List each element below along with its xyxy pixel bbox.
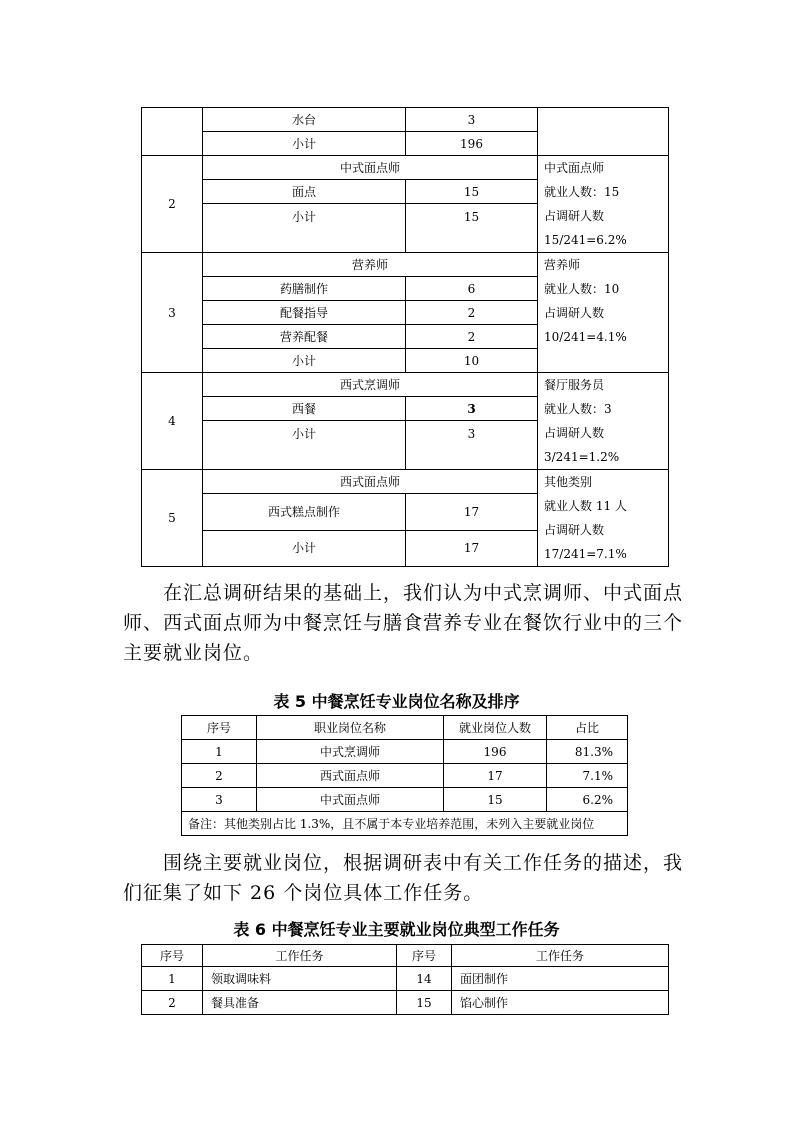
header-cell: 工作任务 (203, 945, 397, 967)
subtotal-count: 15 (406, 204, 538, 253)
note-line: 3/241=1.2% (544, 450, 620, 464)
table-note: 备注：其他类别占比 1.3%，且不属于本专业培养范围，未列入主要就业岗位 (182, 812, 628, 836)
note-line: 就业人数：15 (544, 185, 620, 199)
item-name: 药膳制作 (203, 277, 406, 301)
subtotal-label: 小计 (203, 530, 406, 566)
group-3-no: 3 (142, 253, 203, 373)
table-cell: 1 (182, 740, 257, 764)
header-cell: 工作任务 (452, 945, 669, 967)
item-name: 西餐 (203, 397, 406, 421)
table-cell: 2 (182, 764, 257, 788)
table-cell: 2 (142, 991, 203, 1015)
table-cell: 领取调味料 (203, 967, 397, 991)
table-cell: 3 (182, 788, 257, 812)
header-cell: 序号 (397, 945, 452, 967)
item-count: 3 (406, 108, 538, 132)
item-count: 2 (406, 325, 538, 349)
note-line: 餐厅服务员 (544, 378, 605, 392)
subtotal-count: 17 (406, 530, 538, 566)
table-cell: 中式面点师 (257, 788, 444, 812)
subtotal-count: 196 (406, 132, 538, 156)
group-4-notes (538, 373, 669, 470)
group-5-title: 西式面点师 (203, 470, 538, 494)
group-1-no-cell (142, 108, 203, 156)
note-line: 营养师 (544, 258, 581, 272)
note-line: 就业人数 11 人 (544, 499, 627, 513)
group-4-title: 西式烹调师 (203, 373, 538, 397)
table-cell: 17 (444, 764, 547, 788)
note-line: 其他类别 (544, 475, 593, 489)
table-row (182, 740, 628, 764)
subtotal-label: 小计 (203, 349, 406, 373)
subtotal-label: 小计 (203, 421, 406, 470)
table-cell: 6.2% (547, 788, 628, 812)
table-6-caption: 表 6 中餐烹饪专业主要就业岗位典型工作任务 (233, 920, 560, 939)
header-cell: 就业岗位人数 (444, 716, 547, 740)
header-cell: 序号 (142, 945, 203, 967)
note-line: 就业人数：3 (544, 402, 612, 416)
table-cell: 7.1% (547, 764, 628, 788)
subtotal-label: 小计 (203, 132, 406, 156)
table-cell: 196 (444, 740, 547, 764)
item-count: 3 (406, 397, 538, 421)
job-survey-table (141, 107, 669, 567)
table-cell: 14 (397, 967, 452, 991)
body-paragraph: 在汇总调研结果的基础上，我们认为中式烹调师、中式面点师、西式面点师为中餐烹饪与膳食营养专业在餐饮行业中的三个主要就业岗位。 (123, 582, 684, 664)
group-1-notes (538, 108, 669, 156)
item-count: 15 (406, 180, 538, 204)
typical-tasks-table (141, 944, 669, 1015)
group-2-no: 2 (142, 156, 203, 253)
note-line: 10/241=4.1% (544, 330, 627, 344)
table-row (182, 764, 628, 788)
item-name: 面点 (203, 180, 406, 204)
item-count: 2 (406, 301, 538, 325)
table-cell: 餐具准备 (203, 991, 397, 1015)
table-row (142, 991, 669, 1015)
item-name: 营养配餐 (203, 325, 406, 349)
item-name: 西式糕点制作 (203, 494, 406, 530)
table-cell: 面团制作 (452, 967, 669, 991)
body-paragraph: 围绕主要就业岗位，根据调研表中有关工作任务的描述，我们征集了如下 26 个岗位具体工作任务。 (123, 852, 684, 904)
table-cell: 15 (444, 788, 547, 812)
item-count: 17 (406, 494, 538, 530)
table-cell: 馅心制作 (452, 991, 669, 1015)
subtotal-label: 小计 (203, 204, 406, 253)
note-line: 占调研人数 (544, 209, 605, 223)
item-name: 配餐指导 (203, 301, 406, 325)
table-cell: 81.3% (547, 740, 628, 764)
header-cell: 占比 (547, 716, 628, 740)
header-cell: 序号 (182, 716, 257, 740)
item-name: 水台 (203, 108, 406, 132)
subtotal-count: 3 (406, 421, 538, 470)
table-cell: 15 (397, 991, 452, 1015)
group-4-no: 4 (142, 373, 203, 470)
group-2-title: 中式面点师 (203, 156, 538, 180)
table-5-caption: 表 5 中餐烹饪专业岗位名称及排序 (273, 692, 520, 711)
note-line: 占调研人数 (544, 523, 605, 537)
header-cell: 职业岗位名称 (257, 716, 444, 740)
table-row (182, 788, 628, 812)
table-cell: 1 (142, 967, 203, 991)
note-line: 就业人数：10 (544, 282, 620, 296)
group-3-notes (538, 253, 669, 373)
subtotal-count: 10 (406, 349, 538, 373)
group-2-notes (538, 156, 669, 253)
table-cell: 中式烹调师 (257, 740, 444, 764)
group-3-title: 营养师 (203, 253, 538, 277)
table-row (142, 967, 669, 991)
group-5-no: 5 (142, 470, 203, 567)
note-line: 占调研人数 (544, 306, 605, 320)
table-cell: 西式面点师 (257, 764, 444, 788)
note-line: 中式面点师 (544, 161, 605, 175)
item-count: 6 (406, 277, 538, 301)
note-line: 15/241=6.2% (544, 233, 627, 247)
note-line: 占调研人数 (544, 426, 605, 440)
job-ranking-table (181, 715, 628, 836)
note-line: 17/241=7.1% (544, 547, 627, 561)
group-5-notes (538, 470, 669, 567)
